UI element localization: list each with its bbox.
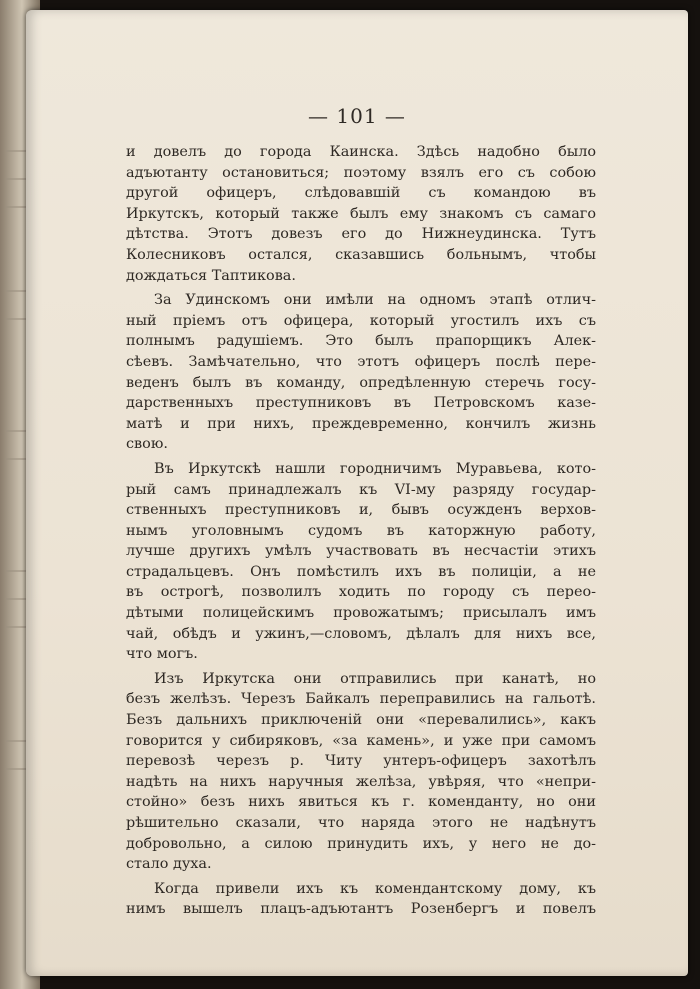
text-line: За Удинскомъ они имѣли на одномъ этапѣ отлич- <box>154 292 596 309</box>
text-line: дождаться Таптикова. <box>126 267 296 284</box>
paragraph <box>126 879 596 920</box>
text-line: другой офицеръ, слѣдовавшій съ командою въ <box>126 185 596 202</box>
text-line: Въ Иркутскѣ нашли городничимъ Муравьева, кото- <box>154 460 596 477</box>
text-line: надѣть на нихъ наручныя желѣза, увѣряя, что «непри- <box>126 773 596 790</box>
text-line: ственныхъ преступниковъ и, бывъ осужденъ верхов- <box>126 502 596 519</box>
text-line: адъютанту остановиться; поэтому взялъ его съ собою <box>126 164 596 181</box>
text-line: стойно» безъ нихъ явиться къ г. коменданту, но они <box>126 794 596 811</box>
text-line: нимъ вышелъ плацъ-адъютантъ Розенбергъ и повелъ <box>126 901 596 918</box>
text-line: полнымъ радушіемъ. Это былъ прапорщикъ Алек- <box>126 333 596 350</box>
text-line: говорится у сибиряковъ, «за камень», и уже при самомъ <box>126 732 596 749</box>
text-line: сѣевъ. Замѣчательно, что этотъ офицеръ послѣ пере- <box>126 353 596 370</box>
text-line: чай, обѣдъ и ужинъ,—словомъ, дѣлалъ для нихъ все, <box>126 625 596 642</box>
text-line: рѣшительно сказали, что наряда этого не надѣнутъ <box>126 815 596 831</box>
text-line: перевозѣ черезъ р. Читу унтеръ-офицеръ захотѣлъ <box>126 753 596 770</box>
text-line: въ острогѣ, позволилъ ходить по городу съ перео- <box>126 584 596 601</box>
text-line: добровольно, а силою принудить ихъ, у него не до- <box>126 835 596 852</box>
paragraph <box>126 669 596 875</box>
text-line: лучше другихъ умѣлъ участвовать въ несчастіи этихъ <box>126 543 596 560</box>
text-line: Изъ Иркутска они отправились при канатѣ, но <box>154 670 596 687</box>
text-line: Колесниковъ остался, сказавшись больнымъ, чтобы <box>126 246 596 263</box>
page-text <box>126 142 596 920</box>
text-line: дѣтства. Этотъ довезъ его до Нижнеудинска. Тутъ <box>126 226 596 243</box>
text-line: что могъ. <box>126 646 198 663</box>
text-line: ный пріемъ отъ офицера, который угостилъ ихъ съ <box>126 312 596 329</box>
text-line: Иркутскъ, который также былъ ему знакомъ съ самаго <box>126 205 596 222</box>
book-page <box>26 10 688 976</box>
text-line: свою. <box>126 436 168 453</box>
text-line: дарственныхъ преступниковъ въ Петровскомъ казе- <box>126 395 596 412</box>
paragraph <box>126 290 596 455</box>
text-line: матѣ и при нихъ, преждевременно, кончилъ жизнь <box>126 415 596 432</box>
text-line: страдальцевъ. Онъ помѣстилъ ихъ въ полиціи, а не <box>126 563 596 580</box>
paragraph <box>126 459 596 665</box>
text-line: веденъ былъ въ команду, опредѣленную стеречь госу- <box>126 374 596 391</box>
text-line: нымъ уголовнымъ судомъ въ каторжную работу, <box>126 522 596 539</box>
text-line: стало духа. <box>126 856 212 873</box>
text-line: Безъ дальнихъ приключеній они «перевалились», какъ <box>126 712 596 729</box>
text-line: безъ желѣзъ. Черезъ Байкалъ переправились на гальотѣ. <box>126 691 596 708</box>
page-number: — 101 — <box>308 104 406 128</box>
text-line: и довелъ до города Каинска. Здѣсь надобно было <box>126 144 596 160</box>
text-line: Когда привели ихъ къ комендантскому дому, къ <box>154 880 596 897</box>
text-line: рый самъ принадлежалъ къ VI-му разряду государ- <box>126 481 596 498</box>
paragraph <box>126 142 596 286</box>
text-line: дѣтыми полицейскимъ провожатымъ; присылалъ имъ <box>126 605 596 622</box>
